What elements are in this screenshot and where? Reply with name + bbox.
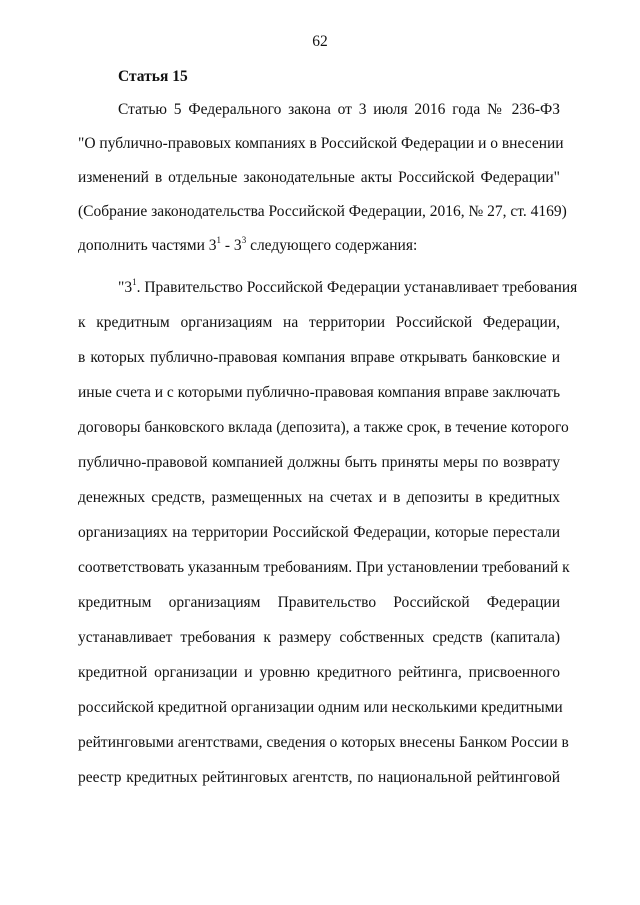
- text-line: "О публично-правовых компаниях в Российской Федерации и о внесении: [78, 135, 564, 152]
- text-fragment: "3: [118, 279, 133, 296]
- text-line: российской кредитной организации одним или несколькими кредитными: [78, 699, 563, 716]
- text-line: организациях на территории Российской Федерации, которые перестали: [78, 524, 560, 541]
- superscript: 1: [132, 276, 137, 287]
- text-line: к кредитным организациям на территории Российской Федерации,: [78, 314, 560, 331]
- text-fragment: следующего содержания:: [246, 237, 418, 254]
- page-number: 62: [312, 33, 328, 50]
- superscript: 3: [241, 234, 247, 245]
- text-line: соответствовать указанным требованиям. При установлении требований к: [78, 559, 570, 576]
- text-line: кредитным организациям Правительство Российской Федерации: [78, 594, 560, 611]
- text-line-with-superscripts: [118, 276, 578, 298]
- text-line: устанавливает требования к размеру собственных средств (капитала): [78, 629, 560, 646]
- text-line: реестр кредитных рейтинговых агентств, по национальной рейтинговой: [78, 769, 560, 786]
- text-line-with-superscripts: [78, 236, 560, 256]
- text-line: Статью 5 Федерального закона от 3 июля 2016 года № 236-ФЗ: [118, 101, 560, 118]
- text-line: (Собрание законодательства Российской Федерации, 2016, № 27, ст. 4169): [78, 203, 567, 220]
- superscript: 1: [216, 234, 222, 245]
- text-line: изменений в отдельные законодательные акты Российской Федерации": [78, 169, 560, 186]
- text-fragment: . Правительство Российской Федерации устанавливает требования: [136, 279, 578, 296]
- article-heading: Статья 15: [118, 68, 188, 85]
- text-line: договоры банковского вклада (депозита), а также срок, в течение которого: [78, 419, 569, 436]
- text-fragment: дополнить частями 3: [78, 237, 217, 254]
- text-fragment: - 3: [221, 237, 242, 254]
- text-line: публично-правовой компанией должны быть приняты меры по возврату: [78, 454, 560, 471]
- text-line: в которых публично-правовая компания вправе открывать банковские и: [78, 349, 560, 366]
- text-line: иные счета и с которыми публично-правовая компания вправе заключать: [78, 384, 561, 401]
- text-line: рейтинговыми агентствами, сведения о которых внесены Банком России в: [78, 734, 569, 751]
- text-line: кредитной организации и уровню кредитного рейтинга, присвоенного: [78, 664, 560, 681]
- text-line: денежных средств, размещенных на счетах и в депозиты в кредитных: [78, 489, 560, 506]
